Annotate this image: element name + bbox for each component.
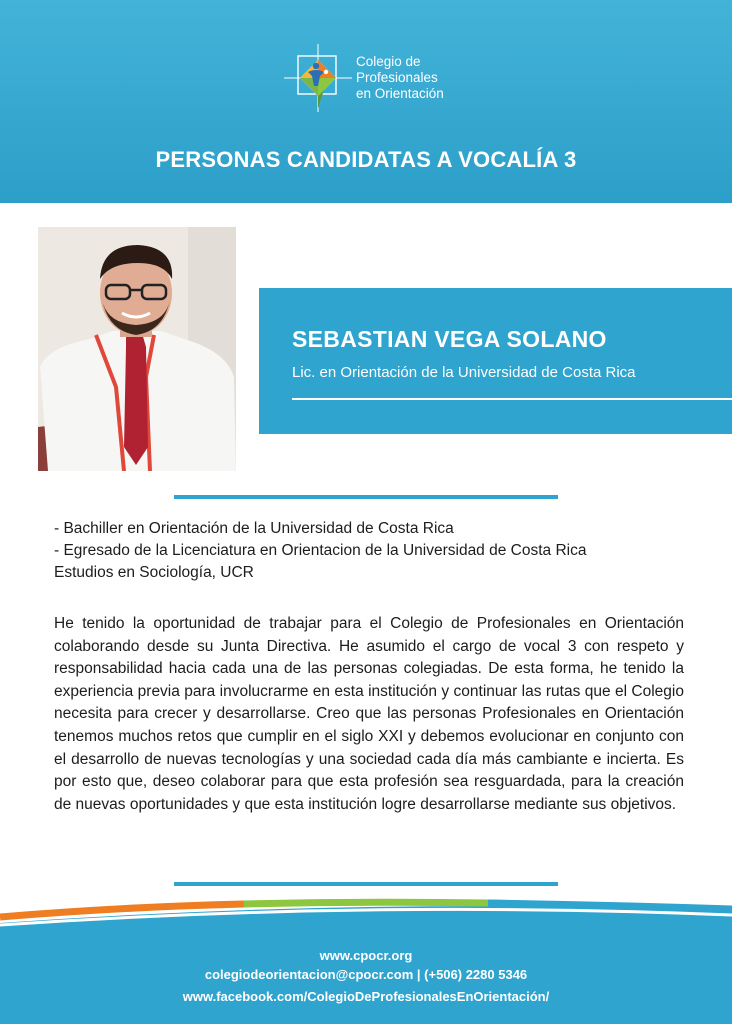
candidate-statement: He tenido la oportunidad de trabajar para el Colegio de Profesionales en Orientación colaborando desde su Junta Directiva. He asumido el cargo de vocal 3 con respeto y responsabilidad hacia cada una de las personas colegiadas. De esta forma, he tenido la experiencia previa para involucrarme en esta institución y continuar las rutas que el Colegio necesita para crecer y desarrollarse. Creo que las personas Profesionales en Orientación tenemos muchos retos que cumplir en el siglo XXI y debemos evolucionar en conjunto con el desarrollo de nuevas tecnologías y una sociedad cada día más cambiante e incierta. Es por esto que, deseo colaborar para que esta profesión sea resguardada, para la creación de nuevas oportunidades y que esta institución logre desarrollarse mediante sus objetivos. [54, 615, 684, 813]
credential-item: - Bachiller en Orientación de la Universidad de Costa Rica [54, 520, 454, 537]
candidate-name-box [259, 288, 732, 434]
cpo-logo-icon [282, 42, 354, 114]
header-banner [0, 0, 732, 203]
credential-item: Estudios en Sociología, UCR [54, 564, 254, 581]
footer-contact[interactable]: colegiodeorientacion@cpocr.com | (+506) 2280 5346 [204, 967, 528, 982]
name-underline [292, 398, 732, 400]
credentials-list [54, 518, 684, 584]
logo-line-2: Profesionales [356, 70, 438, 85]
credential-item: - Egresado de la Licenciatura en Orientacion de la Universidad de Costa Rica [54, 542, 587, 559]
section-divider-bottom [174, 882, 558, 886]
candidate-portrait-icon [38, 227, 236, 471]
cpo-logo [282, 42, 452, 114]
footer-facebook-link[interactable]: www.facebook.com/ColegioDeProfesionalesEnOrientación/ [182, 989, 550, 1004]
footer-website-link[interactable]: www.cpocr.org [319, 948, 413, 963]
logo-text [356, 54, 444, 102]
candidate-degree: Lic. en Orientación de la Universidad de Costa Rica [292, 364, 636, 381]
footer [0, 895, 732, 1024]
logo-line-3: en Orientación [356, 86, 444, 101]
candidate-photo [38, 227, 236, 471]
page-title: PERSONAS CANDIDATAS A VOCALÍA 3 [155, 147, 577, 172]
candidate-name: SEBASTIAN VEGA SOLANO [292, 326, 607, 352]
section-divider-top [174, 495, 558, 499]
logo-line-1: Colegio de [356, 54, 421, 69]
